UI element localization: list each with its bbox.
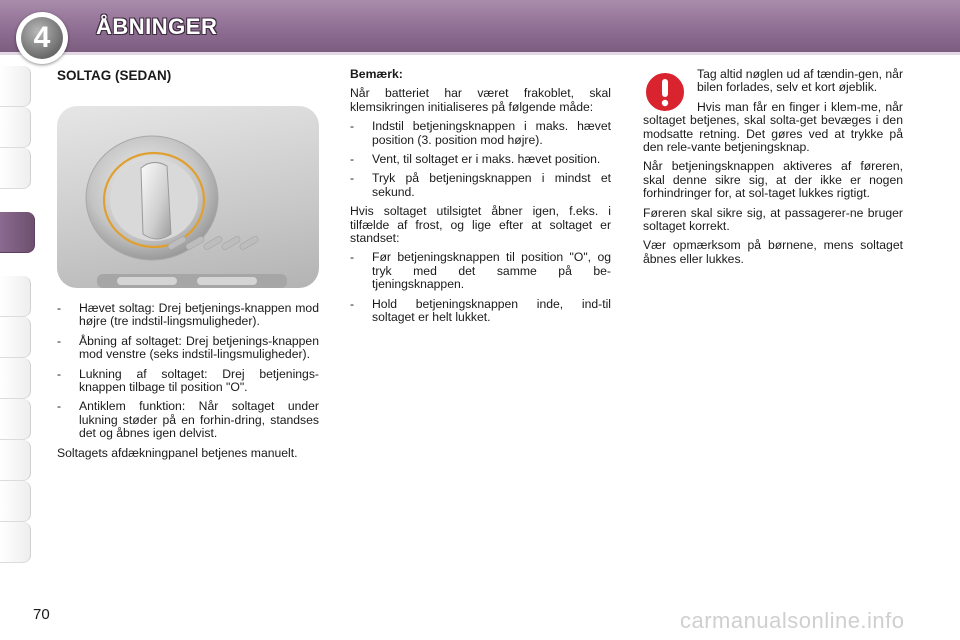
- chapter-tab-11[interactable]: [0, 522, 31, 563]
- list-item: - Antiklem funktion: Når soltaget under lukning støder på en forhin-dring, standses det og åbnes igen delvist.: [57, 399, 319, 441]
- watermark: carmanualsonline.info: [680, 608, 905, 633]
- section-title: SOLTAG (SEDAN): [57, 68, 172, 83]
- warning-paragraph-2: Hvis man får en finger i klem-me, når soltaget betjenes, skal solta-get bevæges i den modsatte retning. Det gøres ved at trykke på den rele-vante betjeningsknap.: [643, 99, 903, 155]
- warning-paragraph-3: Når betjeningsknappen aktiveres af føreren, skal denne sikre sig, at der ikke er nogen forhindringer for, at sol-taget lukkes rigtigt.: [643, 159, 903, 201]
- chapter-tab-8[interactable]: [0, 399, 31, 440]
- right-column: [643, 68, 903, 272]
- sunroof-control-photo: [57, 106, 319, 288]
- chapter-tab-6[interactable]: [0, 317, 31, 358]
- note-intro: Når batteriet har været frakoblet, skal klemsikringen initialiseres på følgende måde:: [350, 86, 611, 114]
- list-item: - Lukning af soltaget: Drej betjenings-knappen tilbage til position "O".: [57, 366, 319, 395]
- chapter-tab-5[interactable]: [0, 276, 31, 317]
- frost-paragraph: Hvis soltaget utilsigtet åbner igen, f.eks. i tilfælde af frost, og lige efter at soltaget er standset:: [350, 204, 611, 246]
- list-item: - Vent, til soltaget er i maks. hævet position.: [350, 152, 601, 167]
- chapter-tab-2[interactable]: [0, 107, 31, 148]
- closing-paragraph: Soltagets afdækningpanel betjenes manuelt.: [57, 445, 298, 460]
- frost-steps: [350, 251, 611, 324]
- chapter-tab-1[interactable]: [0, 66, 31, 107]
- chapter-tab-4-active[interactable]: [0, 212, 35, 253]
- list-item: - Hold betjeningsknappen inde, ind-til soltaget er helt lukket.: [350, 296, 611, 325]
- chapter-tab-3[interactable]: [0, 148, 31, 189]
- note-heading: Bemærk:: [350, 67, 403, 81]
- chapter-number: 4: [21, 17, 63, 59]
- list-item: - Hævet soltag: Drej betjenings-knappen mod højre (tre indstil-lingsmuligheder).: [57, 301, 319, 329]
- left-column: [57, 302, 319, 466]
- chapter-badge: [16, 12, 68, 64]
- chapter-tab-9[interactable]: [0, 440, 31, 481]
- list-item: - Indstil betjeningsknappen i maks. hævet position (3. position mod højre).: [350, 119, 611, 147]
- middle-column: [350, 68, 611, 331]
- page-number: 70: [33, 606, 50, 623]
- header-divider: [0, 52, 960, 55]
- sunroof-knob-illustration: [57, 106, 319, 288]
- warning-paragraph-4: Føreren skal sikre sig, at passagerer-ne bruger soltaget korrekt.: [643, 205, 903, 234]
- list-item: - Tryk på betjeningsknappen i mindst et sekund.: [350, 171, 611, 199]
- list-item: - Åbning af soltaget: Drej betjenings-knappen mod venstre (seks indstil-lingsmuligheder).: [57, 333, 319, 362]
- initialisation-steps: [350, 120, 611, 199]
- warning-paragraph-5: Vær opmærksom på børnene, mens soltaget åbnes eller lukkes.: [643, 238, 903, 266]
- list-item: - Før betjeningsknappen til position "O", og tryk med det samme på be-tjeningsknappen.: [350, 250, 611, 292]
- warning-paragraph-1: Tag altid nøglen ud af tændin-gen, når bilen forlades, selv et kort øjeblik.: [697, 67, 903, 95]
- chapter-tab-10[interactable]: [0, 481, 31, 522]
- chapter-title: ÅBNINGER: [96, 14, 218, 39]
- chapter-tabs: [0, 66, 34, 578]
- chapter-tab-7[interactable]: [0, 358, 31, 399]
- sunroof-operation-list: [57, 302, 319, 441]
